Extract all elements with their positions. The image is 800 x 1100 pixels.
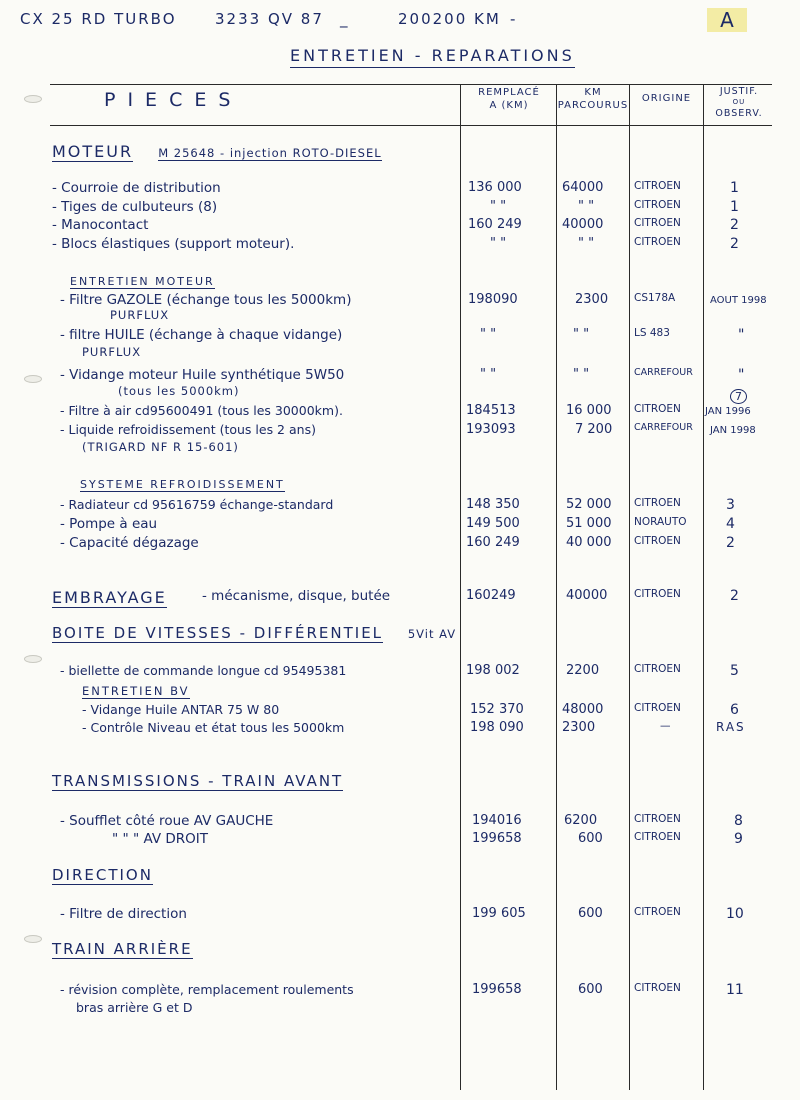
km-travelled: 600 [578,831,603,846]
part-description: - Tiges de culbuteurs (8) [52,199,218,215]
part-description: - Blocs élastiques (support moteur). [52,236,295,252]
note-marker: 7 [730,389,747,404]
column-header-replaced [462,86,556,112]
replaced-at-km: 193093 [466,422,516,437]
table-row [0,906,800,924]
justification: JAN 1998 [710,425,756,436]
subsection-refroidissement: SYSTEME REFROIDISSEMENT [80,478,285,491]
part-description: - Soufflet côté roue AV GAUCHE [60,813,274,829]
table-row [0,702,800,720]
part-description: - Vidange Huile ANTAR 75 W 80 [82,702,280,717]
justification: " [738,367,745,383]
page-title: ENTRETIEN - REPARATIONS [290,46,575,68]
justification: AOUT 1998 [710,295,767,306]
justification: 2 [726,535,735,551]
table-header-rule [50,125,772,126]
justification: 11 [726,982,744,998]
table-row [0,516,800,534]
origin: CITROEN [634,236,681,248]
replaced-at-km: " " [480,367,497,382]
km-travelled: 600 [578,982,603,997]
section-transmissions-title: TRANSMISSIONS - TRAIN AVANT [52,772,344,790]
justification: 2 [730,236,739,252]
section-direction [52,866,153,884]
vehicle-model: CX 25 RD TURBO [20,10,177,28]
km-travelled: 51 000 [566,516,612,531]
table-row [0,813,800,831]
part-description: - Contrôle Niveau et état tous les 5000km [82,720,345,735]
part-brand: PURFLUX [110,308,170,322]
table-row-continued [0,384,800,402]
table-row [0,217,800,235]
replaced-at-km: 149 500 [466,516,520,531]
replaced-at-km: 160 249 [466,535,520,550]
section-direction-title: DIRECTION [52,866,153,884]
justification: 1 [730,180,739,196]
replaced-at-km: 198 090 [470,720,524,735]
replaced-at-km: 160249 [466,588,516,603]
justification: RAS [716,720,746,734]
section-moteur-detail: M 25648 - injection ROTO-DIESEL [158,146,382,160]
km-travelled: " " [578,199,595,214]
km-travelled: " " [573,327,590,342]
part-description: - Vidange moteur Huile synthétique 5W50 [60,367,345,383]
replaced-at-km: 194016 [472,813,522,828]
table-row-continued [0,440,800,458]
column-header-km-line1: KM [584,87,602,98]
replaced-at-km: 199658 [472,831,522,846]
table-row [0,535,800,553]
origin: CITROEN [634,199,681,211]
table-row [0,236,800,254]
origin: CARREFOUR [634,367,693,378]
origin: CITROEN [634,180,681,192]
binder-hole [24,935,42,943]
part-description: - Pompe à eau [60,516,158,532]
justification: 9 [734,831,743,847]
column-header-replaced-line2: A (KM) [489,100,529,111]
table-row [0,180,800,198]
km-travelled: 7 200 [575,422,613,437]
table-row [0,422,800,440]
section-train-arriere [52,940,193,958]
binder-hole [24,95,42,103]
km-travelled: 2300 [575,292,609,307]
table-row [0,497,800,515]
part-description: - Liquide refroidissement (tous les 2 ans) [60,422,316,437]
part-interval: (tous les 5000km) [118,384,240,398]
section-boite-detail: 5Vit AV [407,627,457,641]
km-travelled: 40 000 [566,535,612,550]
origin: CITROEN [634,588,681,600]
origin: CITROEN [634,813,681,825]
table-row [0,327,800,345]
table-top-rule [50,84,772,85]
justification: 2 [730,588,739,604]
part-description: - Courroie de distribution [52,180,221,196]
vehicle-plate: 3233 QV 87 [215,10,324,28]
replaced-at-km: 199 605 [472,906,526,921]
justification: 8 [734,813,743,829]
part-description: - Filtre GAZOLE (échange tous les 5000km) [60,292,352,308]
origin: CITROEN [634,831,681,843]
table-row [0,663,800,681]
justification: 1 [730,199,739,215]
table-row [0,831,800,849]
km-travelled: 2300 [562,720,596,735]
part-description: " " " AV DROIT [112,831,209,847]
part-description: - Filtre à air cd95600491 (tous les 30000km). [60,403,343,418]
section-boite-title: BOITE DE VITESSES - DIFFÉRENTIEL [52,624,384,642]
table-row-continued [0,308,800,326]
justification: 3 [726,497,735,513]
column-header-justif-line2: OU [732,98,746,106]
part-description: - Radiateur cd 95616759 échange-standard [60,497,334,512]
column-header-justif-line1: JUSTIF. [719,86,759,97]
table-row [0,199,800,217]
replaced-at-km: " " [480,327,497,342]
justification: 6 [730,702,739,718]
justification: 5 [730,663,739,679]
replaced-at-km: 184513 [466,403,516,418]
origin: NORAUTO [634,516,687,528]
origin: CITROEN [634,535,681,547]
column-header-replaced-line1: REMPLACÉ [478,87,540,98]
origin: CITROEN [634,663,681,675]
table-row-continued [0,1000,800,1018]
subsection-entretien-moteur: ENTRETIEN MOTEUR [70,275,215,288]
binder-hole [24,655,42,663]
replaced-at-km: 198 002 [466,663,520,678]
vehicle-mileage: 200200 KM [398,10,501,28]
justification: 10 [726,906,744,922]
km-travelled: " " [573,367,590,382]
column-header-justif [704,86,774,119]
km-travelled: 16 000 [566,403,612,418]
column-header-origin: ORIGINE [641,93,692,104]
km-travelled: 52 000 [566,497,612,512]
part-description: - filtre HUILE (échange à chaque vidange) [60,327,343,343]
replaced-at-km: 198090 [468,292,518,307]
part-description: - révision complète, remplacement roulements [60,982,354,997]
table-row [0,367,800,385]
origin: CS178A [634,292,676,304]
part-description: - Manocontact [52,217,149,233]
section-embrayage-title: EMBRAYAGE [52,588,167,607]
km-travelled: " " [578,236,595,251]
part-description: - biellette de commande longue cd 95495381 [60,663,347,678]
origin: CARREFOUR [634,422,693,433]
table-row-continued [0,345,800,363]
section-transmissions [52,772,343,790]
km-travelled: 40000 [562,217,604,232]
origin: LS 483 [634,327,670,339]
km-travelled: 6200 [564,813,598,828]
column-header-km-line2: PARCOURUS [557,100,629,111]
justification: " [738,327,745,343]
table-row [0,982,800,1000]
replaced-at-km: 199658 [472,982,522,997]
km-travelled: 48000 [562,702,604,717]
replaced-at-km: " " [490,199,507,214]
sheet-letter: A [707,8,747,32]
origin: CITROEN [634,217,681,229]
origin: CITROEN [634,982,681,994]
origin: CITROEN [634,702,681,714]
column-header-justif-line3: OBSERV. [715,108,763,119]
origin: CITROEN [634,906,681,918]
part-spec: (TRIGARD NF R 15-601) [82,440,239,454]
section-train-arriere-title: TRAIN ARRIÈRE [52,940,193,958]
section-embrayage-detail: - mécanisme, disque, butée [202,588,391,604]
justification: 4 [726,516,735,532]
vehicle-mileage-suffix: - [510,10,518,28]
section-boite [52,624,456,642]
origin: CITROEN [634,497,681,509]
vehicle-mileage-prefix: _ [340,10,350,28]
part-description: - Filtre de direction [60,906,187,922]
replaced-at-km: 152 370 [470,702,524,717]
subsection-entretien-bv: ENTRETIEN BV [82,684,190,698]
justification: 2 [730,217,739,233]
justification: JAN 1996 [705,406,751,417]
km-travelled: 40000 [566,588,608,603]
column-header-pieces: PIECES [104,89,243,111]
replaced-at-km: 136 000 [468,180,522,195]
origin: — [660,720,671,732]
section-moteur [52,142,382,161]
replaced-at-km: " " [490,236,507,251]
part-brand: PURFLUX [82,345,142,359]
part-description: - Capacité dégazage [60,535,199,551]
replaced-at-km: 160 249 [468,217,522,232]
column-header-km [557,86,629,112]
part-description-continued: bras arrière G et D [76,1000,193,1015]
section-moteur-title: MOTEUR [52,142,134,161]
km-travelled: 2200 [566,663,600,678]
km-travelled: 64000 [562,180,604,195]
km-travelled: 600 [578,906,603,921]
table-row [0,720,800,738]
origin: CITROEN [634,403,681,415]
replaced-at-km: 148 350 [466,497,520,512]
section-embrayage [0,588,800,610]
